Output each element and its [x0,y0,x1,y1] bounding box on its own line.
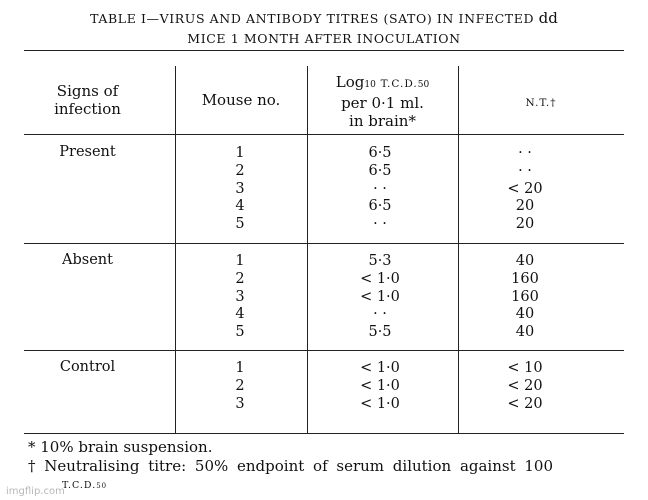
table-cell: 2 [235,377,245,394]
imgflip-watermark: imgflip.com [6,486,65,497]
nt-column-control [495,360,555,413]
column-divider-1 [175,66,176,433]
footnote-neutralising-titre: † Neutralising titre: 50% endpoint of serum dilution against 100 [28,457,554,475]
title-line-2: MICE 1 MONTH AFTER INOCULATION [187,31,461,46]
rule-top [24,50,624,51]
table-cell: · · [373,180,387,197]
header-signs-of-infection: Signs of infection [54,82,121,118]
table-cell: · · [373,306,387,323]
group-label-absent: Absent [62,252,113,268]
table-cell: · · [518,162,532,179]
table-cell: 3 [235,288,245,305]
table-cell: 6·5 [368,198,392,215]
table-cell: 5 [235,324,245,341]
table-cell: 160 [511,270,539,287]
mouse-column-present [230,145,250,234]
header-log-titre: Log10 T.C.D.50 per 0·1 ml. in brain* [335,73,430,130]
mouse-column-control [230,360,250,413]
table-cell: 4 [235,198,245,215]
title-line-1: TABLE I—VIRUS AND ANTIBODY TITRES (SATO) IN INFECTED [90,11,535,26]
table-cell: 3 [235,180,245,197]
titre-column-present [350,145,410,234]
table-cell: 3 [235,395,245,412]
footnote-brain-suspension: * 10% brain suspension. [28,438,213,456]
table-cell: 40 [515,324,535,341]
table-cell: 4 [235,306,245,323]
table-cell: · · [373,216,387,233]
table-cell: 1 [235,360,245,376]
table-cell: < 1·0 [360,270,400,287]
header-nt: N.T.† [525,97,557,109]
table-cell: 5 [235,216,245,233]
table-cell: < 20 [507,395,543,412]
table-cell: < 1·0 [360,395,400,412]
titre-column-control [350,360,410,413]
table-title [22,8,626,49]
table-cell: 40 [515,253,535,269]
table-cell: 5·3 [368,253,392,269]
table-cell: < 1·0 [360,360,400,376]
titre-column-absent [350,253,410,342]
rule-group-1 [24,243,624,244]
table-cell: 6·5 [368,162,392,179]
mouse-column-absent [230,253,250,342]
table-cell: 160 [511,288,539,305]
table-cell: 40 [515,306,535,323]
table-cell: 1 [235,253,245,269]
table-cell: 20 [515,198,535,215]
table-cell: < 20 [507,180,543,197]
table-cell: 20 [515,216,535,233]
rule-bottom [24,433,624,434]
table-cell: 6·5 [368,145,392,161]
nt-column-absent [495,253,555,342]
rule-group-2 [24,350,624,351]
column-divider-3 [458,66,459,433]
group-label-control: Control [59,359,116,375]
group-label-present: Present [59,144,116,160]
nt-column-present [495,145,555,234]
table-cell: 2 [235,162,245,179]
table-cell: 5·5 [368,324,392,341]
table-cell: < 1·0 [360,377,400,394]
footnote-tcd: T.C.D.50 [62,480,108,491]
table-cell: 2 [235,270,245,287]
table-cell: < 20 [507,377,543,394]
rule-header [24,134,624,135]
table-cell: < 10 [507,360,543,376]
header-mouse-no: Mouse no. [201,91,281,109]
table-cell: 1 [235,145,245,161]
title-dd: dd [538,9,558,27]
table-cell: < 1·0 [360,288,400,305]
table-cell: · · [518,145,532,161]
